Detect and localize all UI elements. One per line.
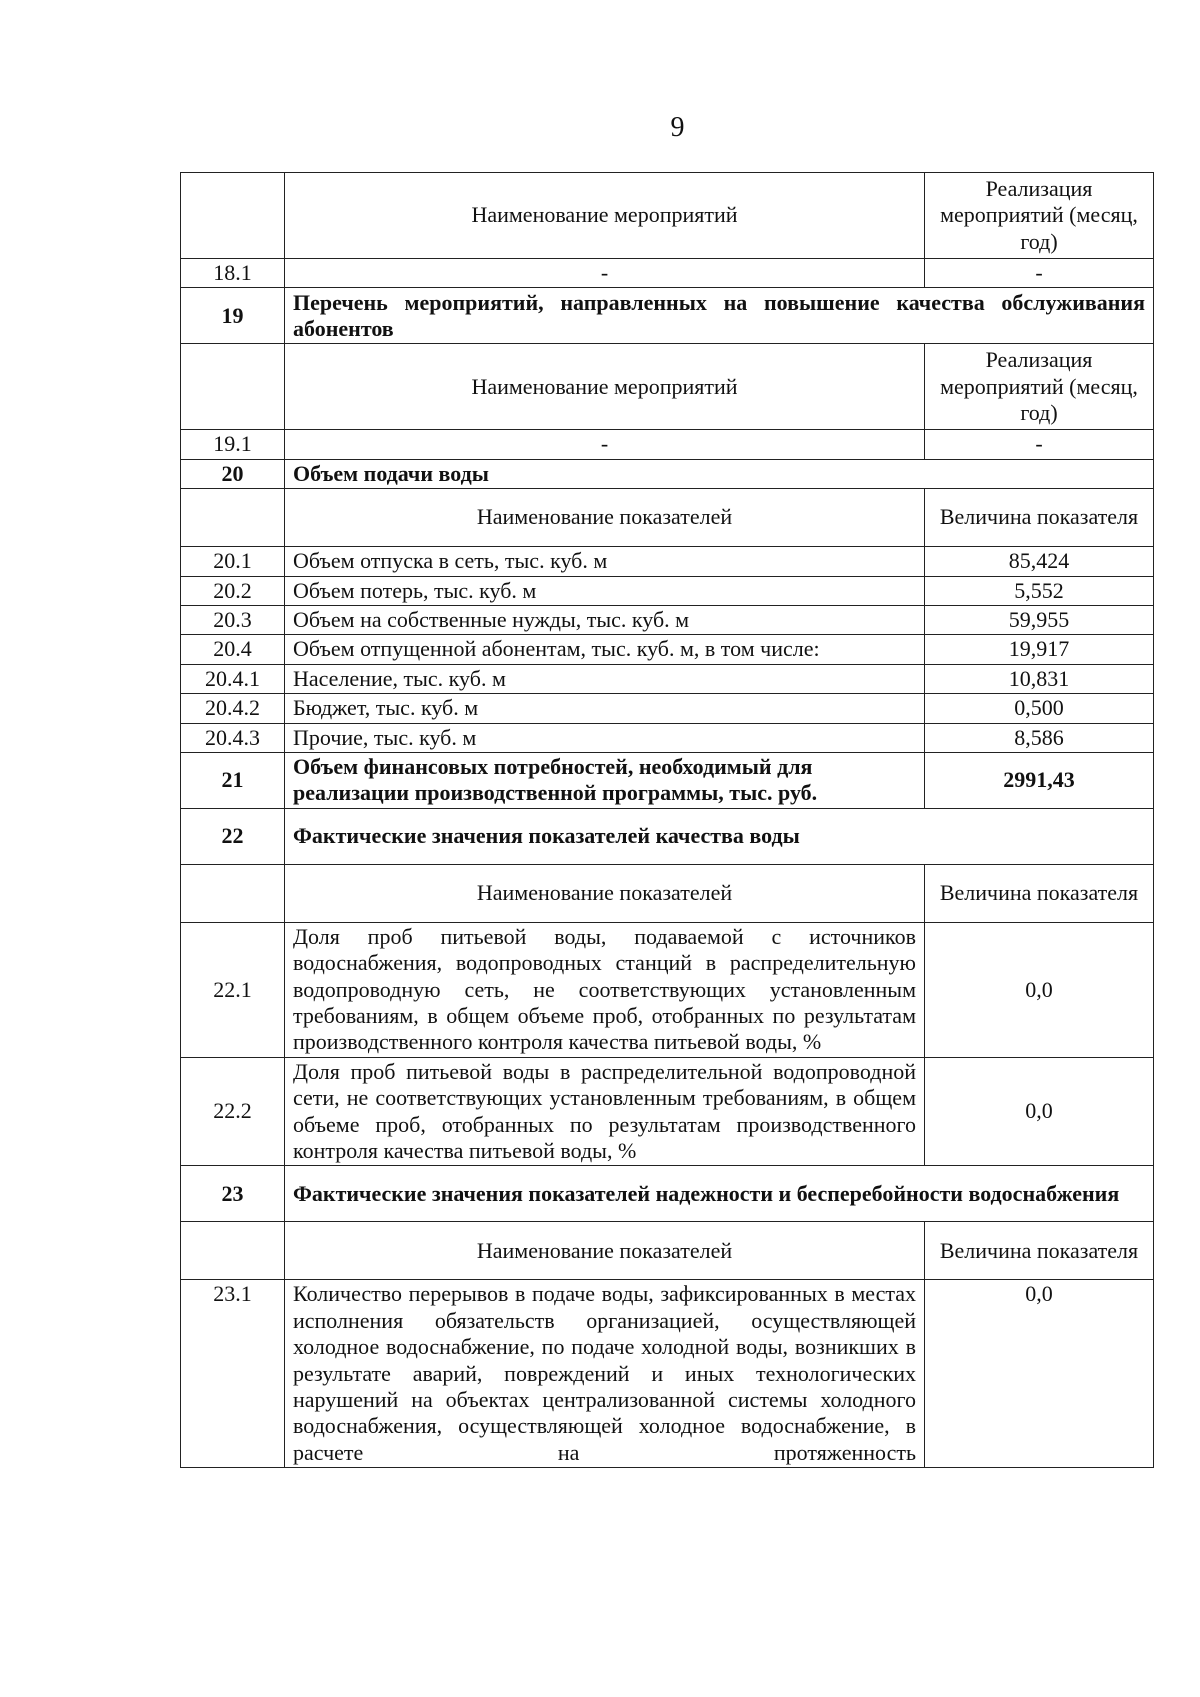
table-header-row	[181, 864, 1154, 922]
header-indicators: Наименование показателей	[285, 1222, 925, 1280]
table-row	[181, 635, 1154, 664]
row-number: 20.3	[181, 605, 285, 634]
table-row	[181, 922, 1154, 1057]
row-number: 20.4.1	[181, 664, 285, 693]
table-header-row	[181, 173, 1154, 259]
indicators-table	[180, 172, 1154, 1468]
table-row	[181, 430, 1154, 459]
row-name: Объем отпуска в сеть, тыс. куб. м	[285, 547, 925, 576]
row-name: Объем отпущенной абонентам, тыс. куб. м, в том числе:	[285, 635, 925, 664]
row-number: 22.2	[181, 1057, 285, 1166]
empty-num-cell	[181, 173, 285, 259]
row-value: 85,424	[925, 547, 1154, 576]
table-row	[181, 1280, 1154, 1468]
header-indicators: Наименование показателей	[285, 489, 925, 547]
header-indicators: Наименование показателей	[285, 864, 925, 922]
section-title: Фактические значения показателей надежности и бесперебойности водоснабжения	[285, 1166, 1154, 1222]
row-name: Объем на собственные нужды, тыс. куб. м	[285, 605, 925, 634]
section-value: 2991,43	[925, 752, 1154, 808]
row-value: -	[925, 430, 1154, 459]
row-name: Бюджет, тыс. куб. м	[285, 694, 925, 723]
header-value: Величина показателя	[925, 1222, 1154, 1280]
section-number: 22	[181, 808, 285, 864]
row-number: 18.1	[181, 259, 285, 288]
table-row	[181, 664, 1154, 693]
table-row	[181, 547, 1154, 576]
row-name: -	[285, 259, 925, 288]
table-row	[181, 259, 1154, 288]
row-value: 0,0	[925, 1280, 1154, 1468]
row-value: 0,0	[925, 922, 1154, 1057]
header-value: Величина показателя	[925, 864, 1154, 922]
row-number: 20.2	[181, 576, 285, 605]
row-value: -	[925, 259, 1154, 288]
row-number: 20.4	[181, 635, 285, 664]
row-number: 20.1	[181, 547, 285, 576]
table-row	[181, 694, 1154, 723]
row-name: Количество перерывов в подаче воды, зафиксированных в местах исполнения обязательств организацией, осуществляющей холодное водоснабжение, по подаче холодной воды, возникших в результате аварий, повреждений и иных технологических нарушений на объектах централизованной системы холодного водоснабжения, осуществляющей холодное водоснабжение, в расчете на протяженность	[285, 1280, 925, 1468]
section-row	[181, 288, 1154, 344]
header-value: Величина показателя	[925, 489, 1154, 547]
row-value: 19,917	[925, 635, 1154, 664]
row-value: 5,552	[925, 576, 1154, 605]
row-name: -	[285, 430, 925, 459]
row-value: 0,0	[925, 1057, 1154, 1166]
page-number: 9	[670, 112, 685, 143]
table-row	[181, 605, 1154, 634]
header-realization: Реализация мероприятий (месяц, год)	[925, 173, 1154, 259]
section-row	[181, 752, 1154, 808]
row-number: 20.4.2	[181, 694, 285, 723]
section-row	[181, 459, 1154, 488]
table-row	[181, 1057, 1154, 1166]
row-number: 19.1	[181, 430, 285, 459]
row-name: Население, тыс. куб. м	[285, 664, 925, 693]
section-number: 21	[181, 752, 285, 808]
section-row	[181, 1166, 1154, 1222]
empty-num-cell	[181, 344, 285, 430]
table-header-row	[181, 1222, 1154, 1280]
section-title: Фактические значения показателей качества воды	[285, 808, 1154, 864]
section-title: Объем финансовых потребностей, необходимый для реализации производственной программы, тыс. руб.	[285, 752, 925, 808]
row-name: Объем потерь, тыс. куб. м	[285, 576, 925, 605]
row-value: 0,500	[925, 694, 1154, 723]
row-value: 8,586	[925, 723, 1154, 752]
section-row	[181, 808, 1154, 864]
section-number: 19	[181, 288, 285, 344]
header-measures: Наименование мероприятий	[285, 173, 925, 259]
table-row	[181, 576, 1154, 605]
empty-num-cell	[181, 864, 285, 922]
row-number: 23.1	[181, 1280, 285, 1468]
table-header-row	[181, 344, 1154, 430]
section-number: 20	[181, 459, 285, 488]
table-row	[181, 723, 1154, 752]
row-name: Прочие, тыс. куб. м	[285, 723, 925, 752]
section-number: 23	[181, 1166, 285, 1222]
section-title: Перечень мероприятий, направленных на повышение качества обслуживания абонентов	[285, 288, 1154, 344]
row-value: 10,831	[925, 664, 1154, 693]
header-realization: Реализация мероприятий (месяц, год)	[925, 344, 1154, 430]
row-name: Доля проб питьевой воды в распределительной водопроводной сети, не соответствующих установленным требованиям, в общем объеме проб, отобранных по результатам производственного контроля качества питьевой воды, %	[285, 1057, 925, 1166]
empty-num-cell	[181, 1222, 285, 1280]
row-name: Доля проб питьевой воды, подаваемой с источников водоснабжения, водопроводных станций в распределительную водопроводную сеть, не соответствующих установленным требованиям, в общем объеме проб, отобранных по результатам производственного контроля качества питьевой воды, %	[285, 922, 925, 1057]
empty-num-cell	[181, 489, 285, 547]
row-number: 22.1	[181, 922, 285, 1057]
row-number: 20.4.3	[181, 723, 285, 752]
section-title: Объем подачи воды	[285, 459, 1154, 488]
table-header-row	[181, 489, 1154, 547]
header-measures: Наименование мероприятий	[285, 344, 925, 430]
row-value: 59,955	[925, 605, 1154, 634]
